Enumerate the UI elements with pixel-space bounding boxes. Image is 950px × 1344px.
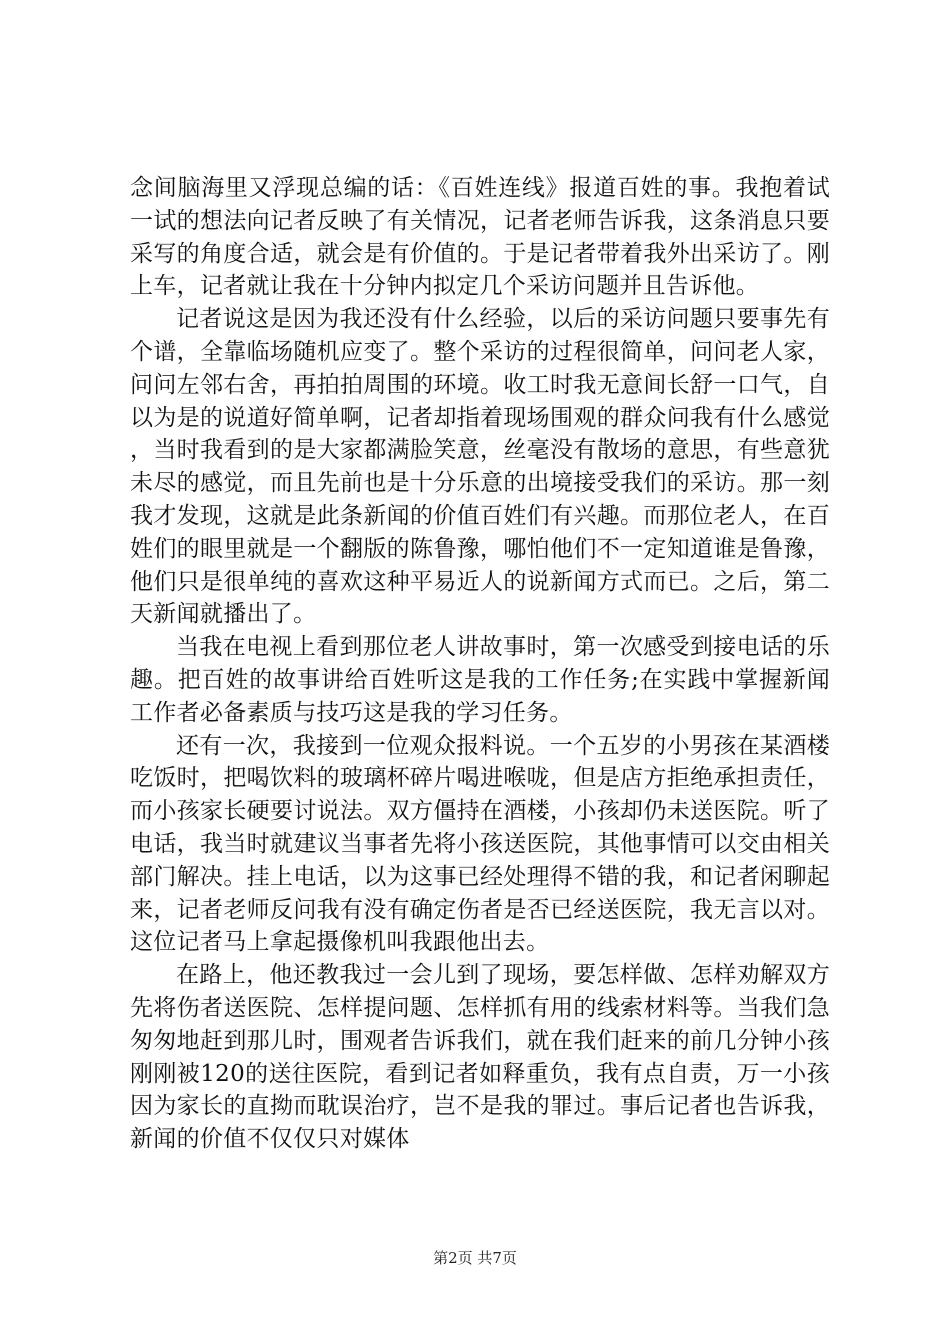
paragraph: 记者说这是因为我还没有什么经验，以后的采访问题只要事先有个谱，全靠临场随机应变了。整个采访的过程很简单，问问老人家，问问左邻右舍，再拍拍周围的环境。收工时我无意间长舒一口气，自以为是的说道好简单啊，记者却指着现场围观的群众问我有什么感觉，当时我看到的是大家都满脸笑意，丝毫没有散场的意思，有些意犹未尽的感觉，而且先前也是十分乐意的出境接受我们的采访。那一刻我才发现，这就是此条新闻的价值百姓们有兴趣。而那位老人，在百姓们的眼里就是一个翻版的陈鲁豫，哪怕他们不一定知道谁是鲁豫，他们只是很单纯的喜欢这种平易近人的说新闻方式而已。之后，第二天新闻就播出了。	[130, 306, 830, 628]
page-footer: 第2页 共7页	[433, 1249, 517, 1267]
paragraph: 当我在电视上看到那位老人讲故事时，第一次感受到接电话的乐趣。把百姓的故事讲给百姓听这是我的工作任务;在实践中掌握新闻工作者必备素质与技巧这是我的学习任务。	[130, 634, 830, 726]
body-text	[130, 172, 830, 1156]
paragraph: 还有一次，我接到一位观众报料说。一个五岁的小男孩在某酒楼吃饭时，把喝饮料的玻璃杯碎片喝进喉咙，但是店方拒绝承担责任，而小孩家长硬要讨说法。双方僵持在酒楼，小孩却仍未送医院。听了电话，我当时就建议当事者先将小孩送医院，其他事情可以交由相关部门解决。挂上电话，以为这事已经处理得不错的我，和记者闲聊起来，记者老师反问我有没有确定伤者是否已经送医院，我无言以对。这位记者马上拿起摄像机叫我跟他出去。	[130, 732, 830, 956]
paragraph: 在路上，他还教我过一会儿到了现场，要怎样做、怎样劝解双方先将伤者送医院、怎样提问题、怎样抓有用的线索材料等。当我们急匆匆地赶到那儿时，围观者告诉我们，就在我们赶来的前几分钟小孩刚刚被120的送往医院，看到记者如释重负，我有点自责，万一小孩因为家长的直拗而耽误治疗，岂不是我的罪过。事后记者也告诉我，新闻的价值不仅仅只对媒体	[130, 962, 830, 1153]
paragraph-continuation: 念间脑海里又浮现总编的话：《百姓连线》报道百姓的事。我抱着试一试的想法向记者反映了有关情况，记者老师告诉我，这条消息只要采写的角度合适，就会是有价值的。于是记者带着我外出采访了。刚上车，记者就让我在十分钟内拟定几个采访问题并且告诉他。	[130, 175, 830, 300]
